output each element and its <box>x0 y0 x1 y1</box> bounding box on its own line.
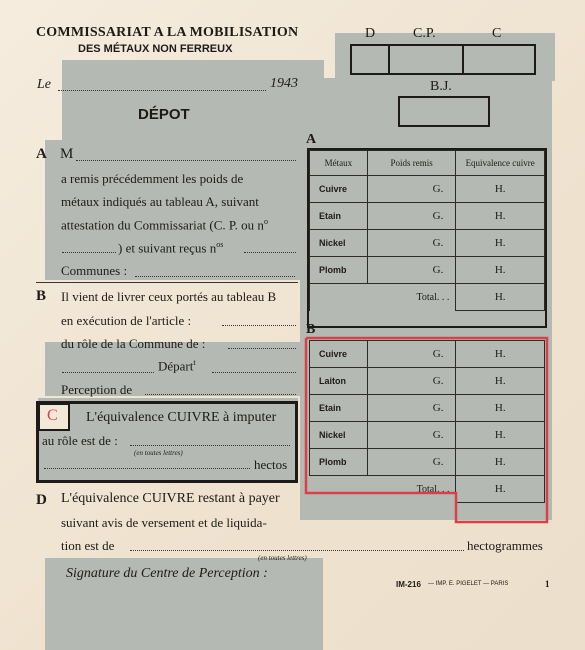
date-field-line[interactable] <box>58 90 266 91</box>
code-c-label: C <box>492 26 502 41</box>
section-a-name-line[interactable] <box>76 160 296 161</box>
table-b-weight-cell[interactable]: G. <box>367 368 456 395</box>
code-boxes[interactable] <box>350 44 536 75</box>
header-title-line2: DES MÉTAUX NON FERREUX <box>78 43 233 55</box>
table-b <box>309 340 545 503</box>
section-c-note: (en toutes lettres) <box>134 449 183 457</box>
table-row <box>310 395 545 422</box>
code-box-divider-2 <box>462 46 464 73</box>
table-b-metal-cell: Nickel <box>310 422 368 449</box>
header-title-line1: COMMISSARIAT A LA MOBILISATION <box>36 25 299 40</box>
section-a-receipts-line[interactable] <box>244 252 296 253</box>
le-label: Le <box>37 77 51 92</box>
code-cp-label: C.P. <box>413 26 436 41</box>
table-b-weight-cell[interactable]: G. <box>367 395 456 422</box>
section-b-line1: Il vient de livrer ceux portés au tableau B <box>61 289 277 304</box>
section-b-perception: Perception de <box>61 382 133 397</box>
table-a <box>309 150 545 311</box>
section-a-communes: Communes : <box>61 263 128 278</box>
table-row <box>310 230 545 257</box>
section-b-depart-line-2[interactable] <box>212 372 296 373</box>
section-a-divider <box>36 282 298 283</box>
section-c-hectos: hectos <box>254 457 288 472</box>
code-d-label: D <box>365 26 376 41</box>
table-a-weight-cell[interactable]: G. <box>367 230 456 257</box>
table-b-equiv-cell[interactable]: H. <box>456 449 545 476</box>
table-a-equiv-cell[interactable]: H. <box>456 176 545 203</box>
table-row <box>310 176 545 203</box>
table-a-metal-cell: Plomb <box>310 257 368 284</box>
section-b-depart-line[interactable] <box>62 372 154 373</box>
table-row <box>310 422 545 449</box>
footer-page: 1 <box>545 579 550 589</box>
table-b-total-label: Total. . . <box>416 483 450 495</box>
section-d-line2: suivant avis de versement et de liquida- <box>61 515 267 530</box>
table-a-weight-cell[interactable]: G. <box>367 203 456 230</box>
table-a-metal-cell: Nickel <box>310 230 368 257</box>
section-a-m-label: M <box>60 146 74 162</box>
table-a-metal-cell: Etain <box>310 203 368 230</box>
section-a-line2: métaux indiqués au tableau A, suivant <box>61 194 259 209</box>
signature-label: Signature du Centre de Perception : <box>66 566 268 581</box>
table-b-letter: B <box>306 322 316 337</box>
section-d-hectogrammes: hectogrammes <box>467 538 543 553</box>
table-row <box>310 368 545 395</box>
section-c-amount-line[interactable] <box>130 445 290 446</box>
table-a-metal-cell: Cuivre <box>310 176 368 203</box>
table-a-weight-cell[interactable]: G. <box>367 257 456 284</box>
section-b-perception-line[interactable] <box>145 394 296 395</box>
table-b-total-row <box>310 476 545 503</box>
section-d-line1: L'équivalence CUIVRE restant à payer <box>61 491 280 506</box>
table-a-letter: A <box>306 132 317 147</box>
table-b-weight-cell[interactable]: G. <box>367 422 456 449</box>
section-a-line4: ) et suivant reçus $n^{os}$ <box>118 240 224 256</box>
table-row <box>310 203 545 230</box>
table-b-metal-cell: Cuivre <box>310 341 368 368</box>
section-d-amount-line[interactable] <box>130 550 464 551</box>
section-a-line3: attestation du Commissariat (C. P. ou $n^o$ <box>61 217 268 233</box>
section-a-communes-line[interactable] <box>135 276 295 277</box>
section-d-line3: tion est de <box>61 538 115 553</box>
gray-stamp-left-a <box>45 140 305 280</box>
footer-printer: — IMP. E. PIGELET — PARIS <box>428 581 509 587</box>
table-a-total-row <box>310 284 545 311</box>
gray-stamp-header <box>62 60 324 144</box>
table-a-col-poids: Poids remis <box>367 151 456 176</box>
section-b-letter: B <box>36 288 47 304</box>
section-b-line2: en exécution de l'article : <box>61 313 192 328</box>
table-b-equiv-cell[interactable]: H. <box>456 395 545 422</box>
table-b-equiv-cell[interactable]: H. <box>456 422 545 449</box>
table-b-weight-cell[interactable]: G. <box>367 341 456 368</box>
date-year: 1943 <box>270 76 298 91</box>
footer-code: IM-216 <box>396 580 421 589</box>
section-b-depart: Départ$^t$ <box>158 358 196 374</box>
section-c-line1: L'équivalence CUIVRE à imputer <box>86 410 277 425</box>
table-b-total-cell[interactable]: H. <box>456 476 545 503</box>
table-b-metal-cell: Etain <box>310 395 368 422</box>
section-a-line1: a remis précédemment les poids de <box>61 171 244 186</box>
table-b-equiv-cell[interactable]: H. <box>456 368 545 395</box>
table-a-equiv-cell[interactable]: H. <box>456 257 545 284</box>
table-a-header-row <box>310 151 545 176</box>
table-a-equiv-cell[interactable]: H. <box>456 203 545 230</box>
table-a-total-cell[interactable]: H. <box>456 284 545 311</box>
section-c-letter: C <box>47 407 58 424</box>
table-a-total-label: Total. . . <box>416 291 450 303</box>
table-b-weight-cell[interactable]: G. <box>367 449 456 476</box>
code-bj-box[interactable] <box>398 96 490 127</box>
section-d-letter: D <box>36 492 47 508</box>
section-c-line2: au rôle est de : <box>42 433 118 448</box>
table-b-metal-cell: Plomb <box>310 449 368 476</box>
table-row <box>310 341 545 368</box>
section-b-article-line[interactable] <box>222 325 296 326</box>
table-a-col-metaux: Métaux <box>310 151 368 176</box>
section-a-attestation-line[interactable] <box>62 252 116 253</box>
table-b-metal-cell: Laiton <box>310 368 368 395</box>
code-box-divider-1 <box>388 46 390 73</box>
section-b-line3: du rôle de la Commune de : <box>61 336 206 351</box>
table-a-total-spacer <box>310 284 368 311</box>
table-row <box>310 257 545 284</box>
section-b-commune-line[interactable] <box>228 348 296 349</box>
table-a-col-equiv: Equivalence cuivre <box>456 151 545 176</box>
table-a-weight-cell[interactable]: G. <box>367 176 456 203</box>
table-a-equiv-cell[interactable]: H. <box>456 230 545 257</box>
section-a-letter: A <box>36 146 47 162</box>
code-bj-label: B.J. <box>430 79 452 94</box>
table-b-equiv-cell[interactable]: H. <box>456 341 545 368</box>
table-b-total-spacer <box>310 476 368 503</box>
depot-title: DÉPOT <box>138 106 190 123</box>
section-d-note: (en toutes lettres) <box>258 554 307 562</box>
section-c-amount-line-2[interactable] <box>44 468 250 469</box>
table-row <box>310 449 545 476</box>
